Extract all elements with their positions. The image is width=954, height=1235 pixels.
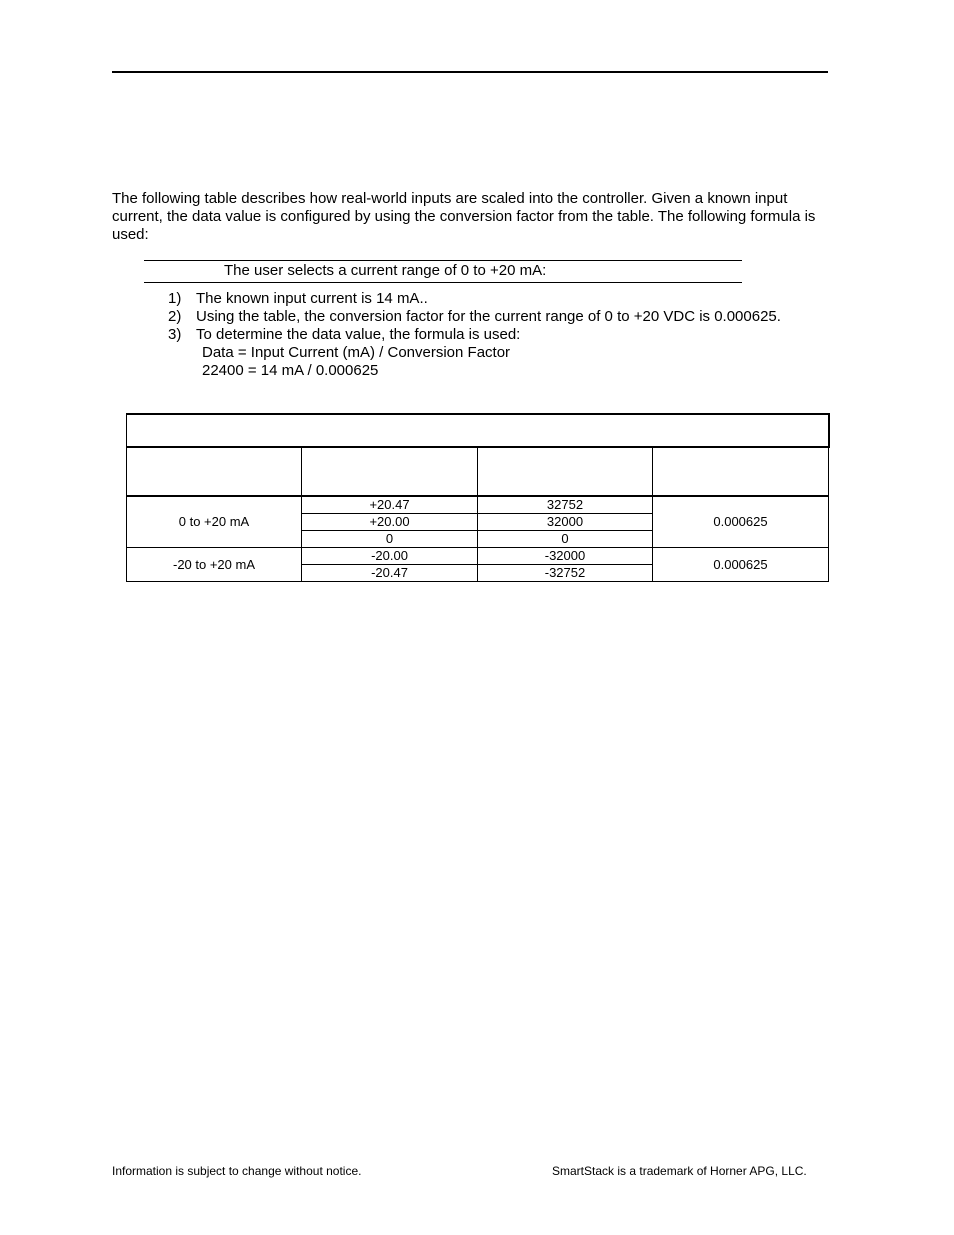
header-cell — [478, 447, 653, 496]
conversion-table — [126, 413, 830, 582]
data-cell: 32000 — [478, 514, 653, 531]
step-text: To determine the data value, the formula is used: — [196, 326, 521, 343]
header-cell — [653, 447, 829, 496]
range-cell: 0 to +20 mA — [127, 496, 302, 548]
table-row — [127, 548, 829, 565]
example-top-rule — [144, 260, 742, 261]
step-item — [168, 290, 781, 308]
input-cell: 0 — [302, 531, 478, 548]
table-title — [127, 414, 829, 447]
data-cell: -32752 — [478, 565, 653, 582]
header-cell — [127, 447, 302, 496]
step-text: The known input current is 14 mA.. — [196, 290, 428, 307]
factor-cell: 0.000625 — [653, 496, 829, 548]
table-row — [127, 496, 829, 514]
formula-line: Data = Input Current (mA) / Conversion Factor — [202, 344, 511, 361]
data-cell: -32000 — [478, 548, 653, 565]
example-bottom-rule — [144, 282, 742, 283]
header-cell — [302, 447, 478, 496]
table-title-row — [127, 414, 829, 447]
step-number: 3) — [168, 326, 182, 343]
example-steps — [168, 290, 781, 380]
data-cell: 0 — [478, 531, 653, 548]
factor-cell: 0.000625 — [653, 548, 829, 582]
data-cell: 32752 — [478, 496, 653, 514]
intro-paragraph: The following table describes how real-world inputs are scaled into the controller. Given a known input current, the data value is configured by using the conversion factor from the table. The following formula is used: — [112, 190, 816, 243]
input-cell: +20.00 — [302, 514, 478, 531]
footer-trademark: SmartStack is a trademark of Horner APG, LLC. — [552, 1164, 807, 1178]
step-item — [168, 326, 781, 344]
input-cell: -20.47 — [302, 565, 478, 582]
step-text: Using the table, the conversion factor for the current range of 0 to +20 VDC is 0.000625. — [196, 308, 781, 325]
footer-notice: Information is subject to change without notice. — [112, 1164, 362, 1178]
step-item — [168, 308, 781, 326]
header-rule — [112, 71, 828, 73]
formula-line: 22400 = 14 mA / 0.000625 — [202, 362, 379, 379]
step-number: 2) — [168, 308, 182, 325]
step-number: 1) — [168, 290, 182, 307]
range-cell: -20 to +20 mA — [127, 548, 302, 582]
example-heading: The user selects a current range of 0 to +20 mA: — [224, 262, 547, 279]
table-header-row — [127, 447, 829, 496]
input-cell: -20.00 — [302, 548, 478, 565]
input-cell: +20.47 — [302, 496, 478, 514]
